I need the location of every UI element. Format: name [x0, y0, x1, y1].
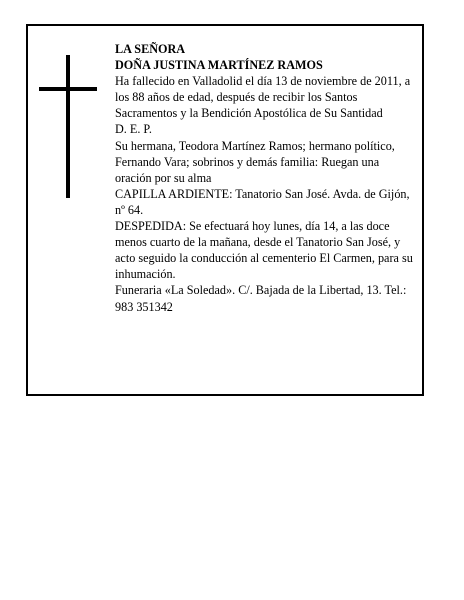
rip-abbreviation: D. E. P. [115, 122, 152, 137]
chapel-info: CAPILLA ARDIENTE: Tanatorio San José. Avda. de Gijón, nº 64. [115, 186, 410, 217]
notice-heading-title: LA SEÑORA [115, 42, 186, 56]
notice-text-block [115, 41, 415, 315]
funeral-home-info: Funeraria «La Soledad». C/. Bajada de la Libertad, 13. Tel.: 983 351342 [115, 283, 407, 314]
death-statement: Ha fallecido en Valladolid el día 13 de noviembre de 2011, a los 88 años de edad, después de recibir los Santos Sacramentos y la Bendición Apostólica de Su Santidad [115, 74, 411, 121]
obituary-notice [26, 24, 424, 396]
deceased-name: DOÑA JUSTINA MARTÍNEZ RAMOS [115, 58, 323, 73]
farewell-info: DESPEDIDA: Se efectuará hoy lunes, día 14, a las doce menos cuarto de la mañana, desde el Tanatorio San José, y acto seguido la conducción al cementerio El Carmen, para su inhumación. [115, 219, 413, 282]
cross-horizontal-bar [39, 87, 97, 91]
family-statement: Su hermana, Teodora Martínez Ramos; hermano político, Fernando Vara; sobrinos y demás familia: Ruegan una oración por su alma [115, 138, 395, 185]
cross-vertical-bar [66, 55, 70, 198]
